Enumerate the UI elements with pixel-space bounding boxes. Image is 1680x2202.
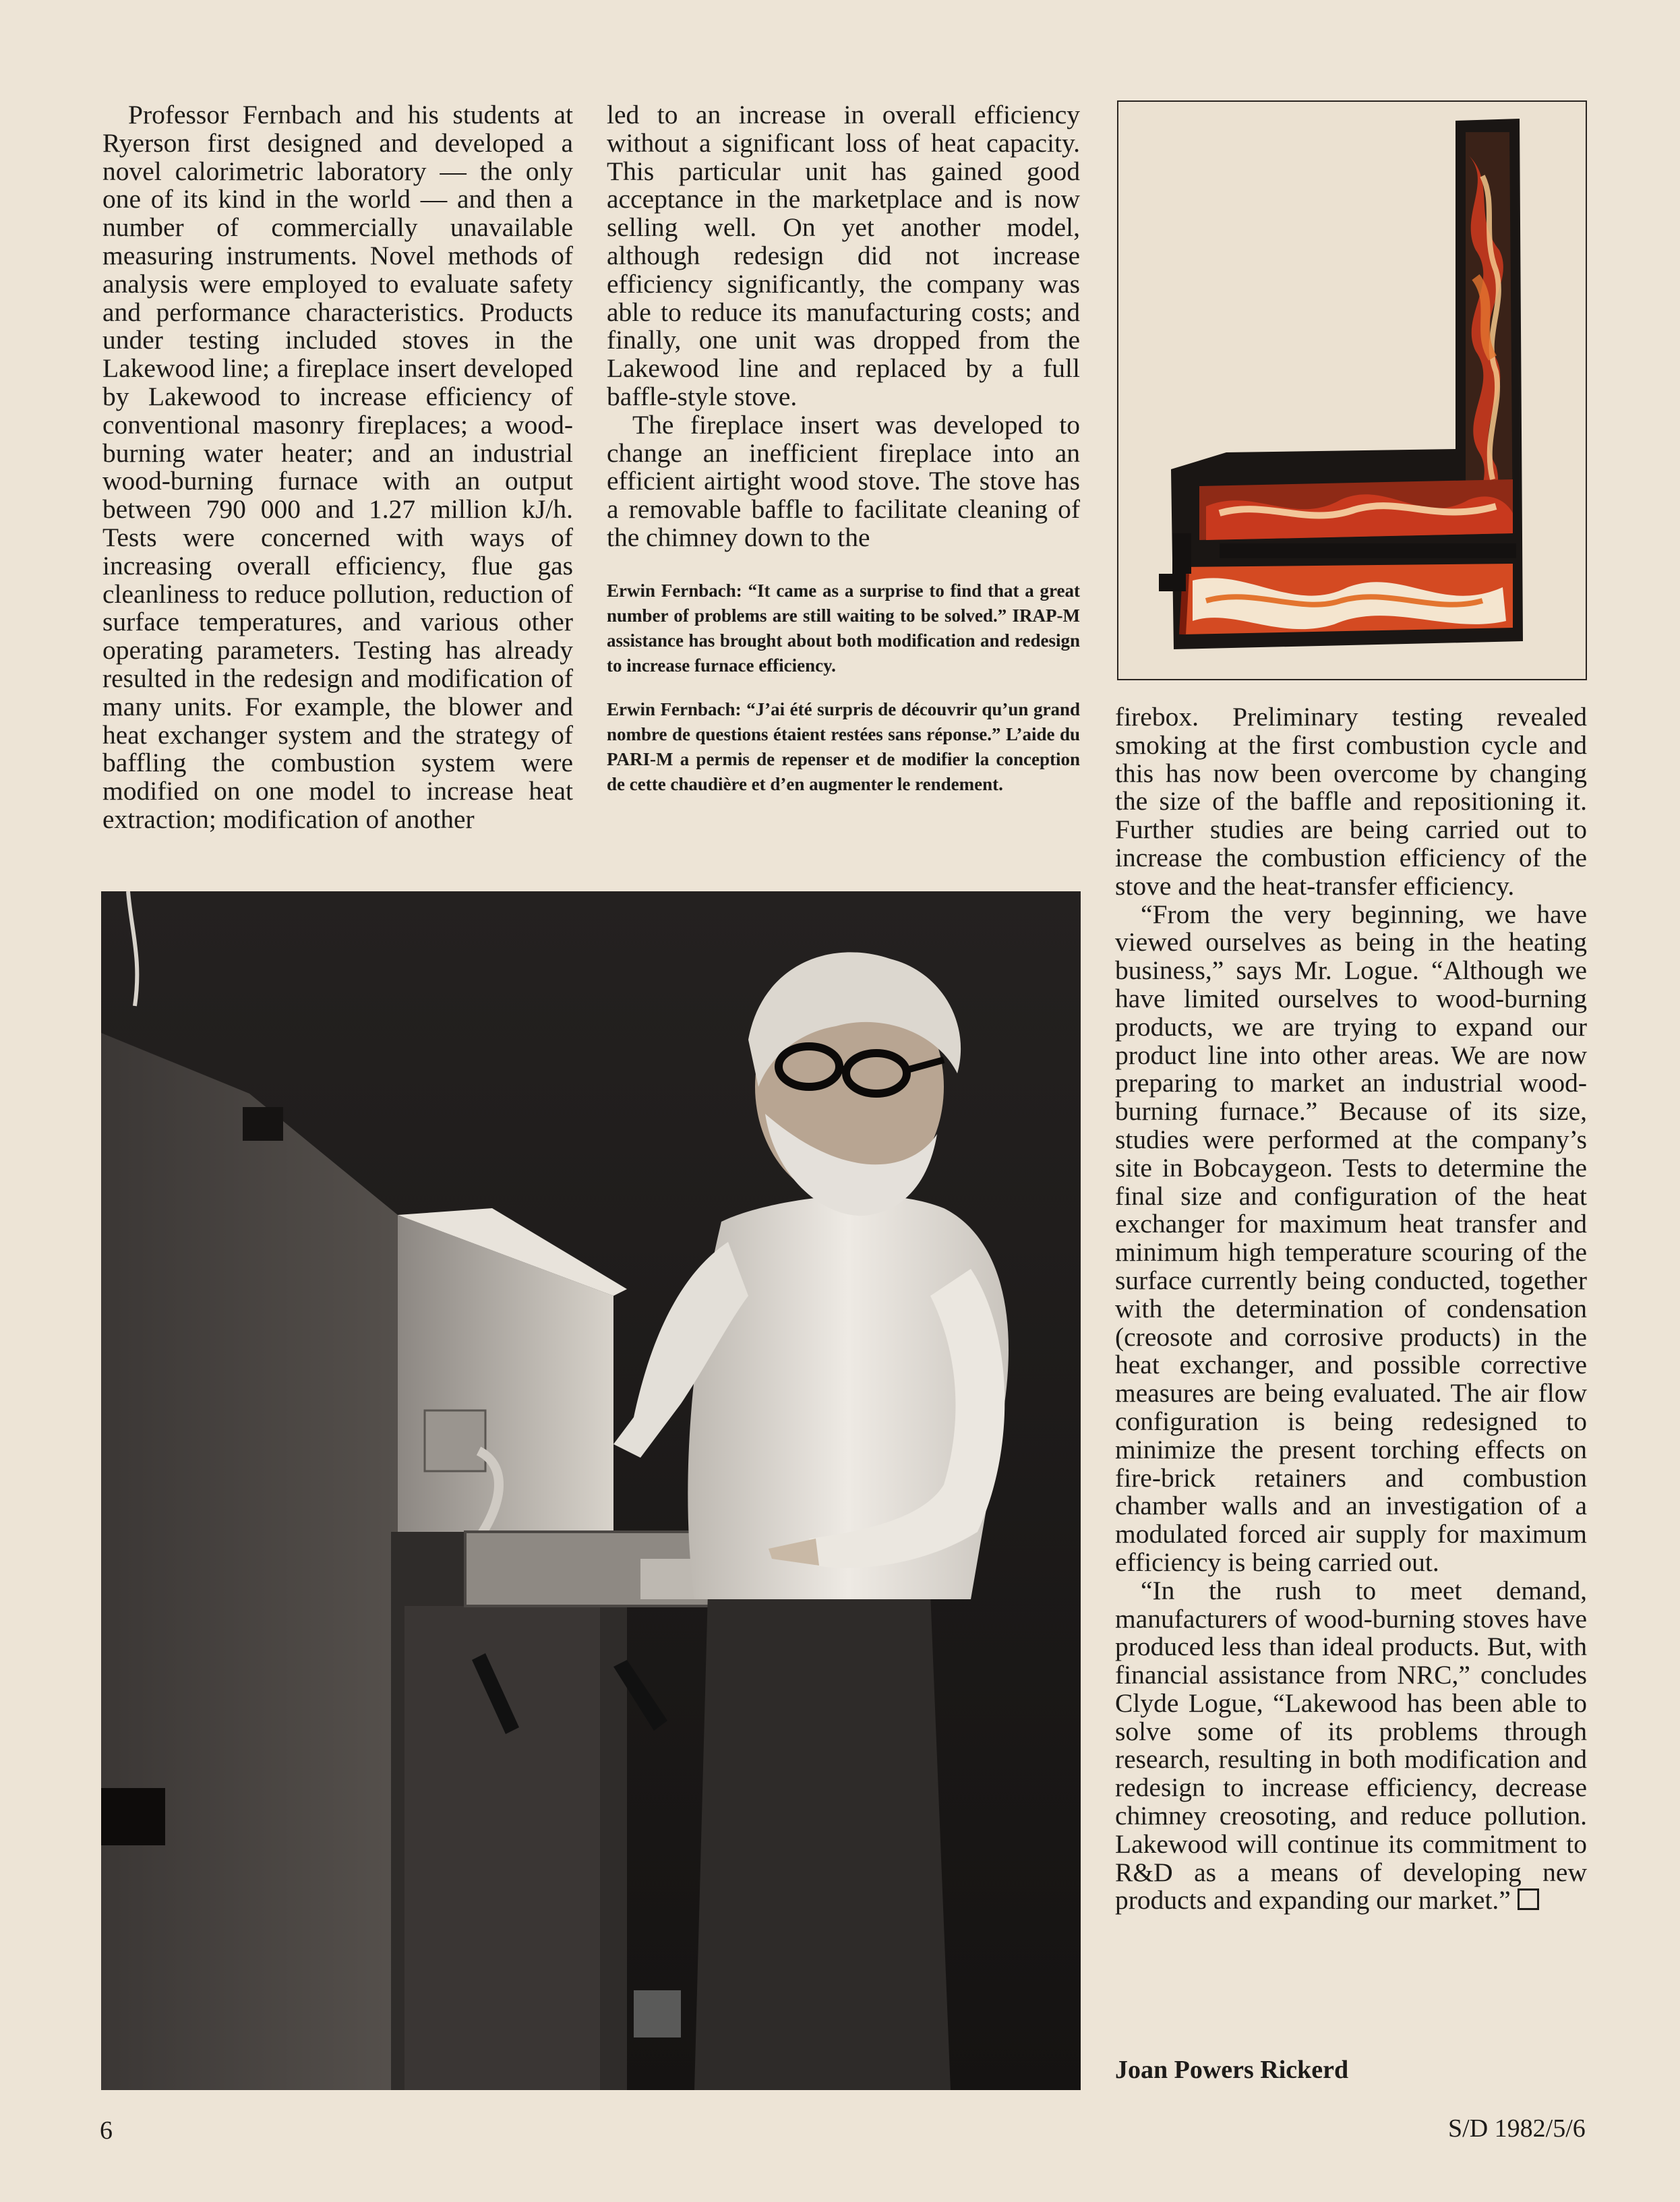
caption-french: Erwin Fernbach: “J’ai été surpris de découvrir qu’un grand nombre de questions étaient restées sans réponse.” L’aide du PARI-M a permis de repenser et de modifier la conception de cette chaudière et d’en augmenter le rendement. (607, 699, 1080, 794)
issue-reference: S/D 1982/5/6 (1448, 2114, 1586, 2143)
photo-captions (607, 578, 1080, 797)
firebox-flame-diagram (1117, 100, 1587, 680)
baffle-plate (1220, 543, 1516, 558)
caption-english: Erwin Fernbach: “It came as a surprise to find that a great number of problems are still waiting to be solved.” IRAP-M assistance has brought about both modification and redesign to increase furnace efficiency. (607, 581, 1080, 676)
control-box (425, 1410, 485, 1471)
photo-fernbach-at-furnace (101, 891, 1081, 2090)
col2-paragraph-1: led to an increase in overall efficiency without a significant loss of heat capacity. This particular unit has gained good acceptance in the marketplace and is now selling well. On yet another model, although redesign did not increase efficiency significantly, the company was able to reduce its manufacturing costs; and finally, one unit was dropped from the Lakewood line and replaced by a full baffle-style stove. (607, 100, 1080, 411)
col3-paragraph-2: “From the very beginning, we have viewed ourselves as being in the heating business,” says Mr. Logue. “Although we have limited ourselves to wood-burning products, we are trying to expand our product line into other areas. We are now preparing to market an industrial wood-burning furnace.” Because of its size, studies were performed at the company’s site in Bobcaygeon. Tests to determine the final size and configuration of the heat exchanger for maximum heat transfer and minimum high temperature scouring of the surface currently being conducted, together with the determination of condensation (creosote and corrosive products) in the heat exchanger, and possible corrective measures are being evaluated. The air flow configuration is being redesigned to minimize the present torching effects on fire-brick retainers and combustion chamber walls and an investigation of a modulated forced air supply for maximum efficiency is being carried out. (1115, 899, 1587, 1577)
end-of-article-box-icon (1518, 1888, 1539, 1910)
col3-paragraph-3 (1115, 1577, 1587, 1915)
column-1 (102, 101, 573, 834)
col2-paragraph-2: The fireplace insert was developed to change an inefficient fireplace into an efficient airtight wood stove. The stove has a removable baffle to facilitate cleaning of the chimney down to the (607, 409, 1080, 552)
page-number: 6 (100, 2116, 113, 2145)
col3-paragraph-1: firebox. Preliminary testing revealed smoking at the first combustion cycle and this has now been overcome by changing the size of the baffle and repositioning it. Further studies are being carried out to increase the combustion efficiency of the stove and the heat-transfer efficiency. (1115, 702, 1587, 901)
man-trousers (694, 1593, 951, 2090)
left-cabinet (101, 1033, 398, 2090)
photo-illustration (101, 891, 1081, 2090)
col1-paragraph-1: Professor Fernbach and his students at Ryerson first designed and developed a novel calorimetric laboratory — the only one of its kind in the world — and then a number of commercially unavailable measuring instruments. Novel methods of analysis were employed to evaluate safety and performance characteristics. Products under testing included stoves in the Lakewood line; a fireplace insert developed by Lakewood to increase efficiency of conventional masonry fireplaces; a wood-burning water heater; and an industrial wood-burning furnace with an output between 790 000 and 1.27 million kJ/h. Tests were concerned with ways of increasing overall efficiency, flue gas cleanliness to reduce pollution, reduction of surface temperatures, and various other operating parameters. Testing has already resulted in the redesign and modification of many units. For example, the blower and heat exchanger system and the strategy of baffling the combustion system were modified on one model to increase heat extraction; modification of another (102, 100, 573, 834)
column-3 (1115, 703, 1587, 1915)
author-byline: Joan Powers Rickerd (1115, 2056, 1349, 2084)
column-2 (607, 101, 1080, 552)
col3-paragraph-3-text: “In the rush to meet demand, manufacturers of wood-burning stoves have produced less than ideal products. But, with financial assistance from NRC,” concludes Clyde Logue, “Lakewood has been able to solve some of its problems through research, resulting in both modification and redesign to increase efficiency, decrease chimney creosoting, and reduce pollution. Lakewood will continue its commitment to R&D as a means of developing new products and expanding our market.” (1115, 1575, 1587, 1915)
flame-diagram-svg (1118, 102, 1588, 682)
stove-door (1172, 533, 1191, 574)
